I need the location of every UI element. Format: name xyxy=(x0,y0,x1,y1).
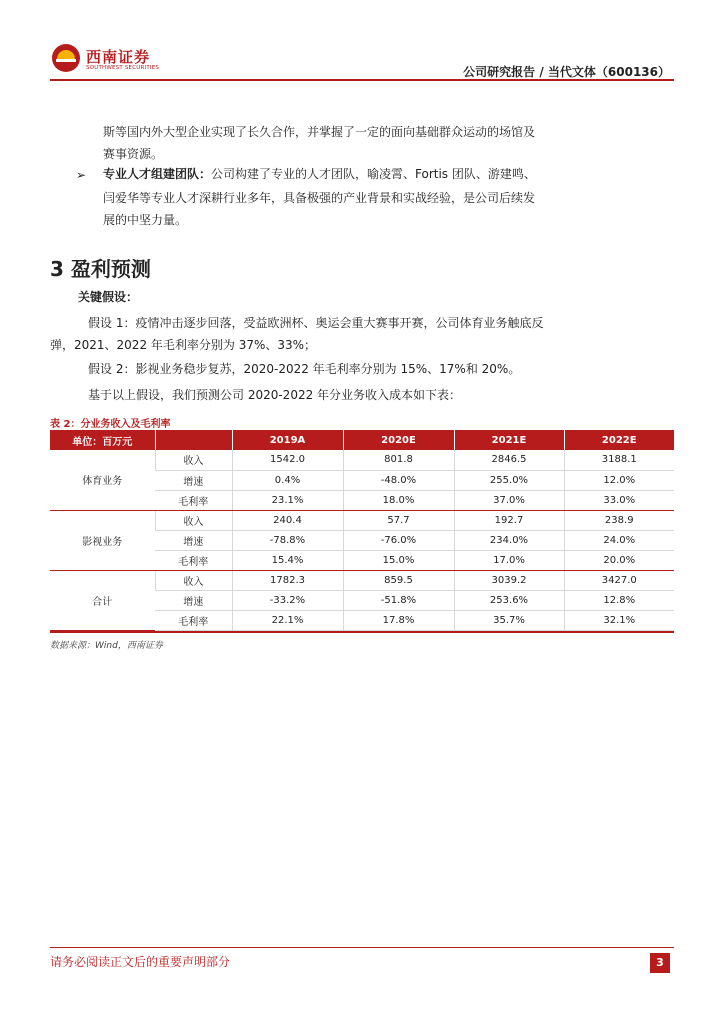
table-header-cell: 2020E xyxy=(343,430,454,450)
metric-label: 收入 xyxy=(155,450,232,470)
metric-label: 毛利率 xyxy=(155,550,232,570)
metric-label: 增速 xyxy=(155,530,232,550)
assumption-1-line-2: 弹，2021、2022 年毛利率分别为 37%、33%； xyxy=(50,338,317,352)
header-divider xyxy=(50,79,674,81)
table-cell: -33.2% xyxy=(232,590,343,610)
table-row xyxy=(50,450,674,470)
bullet-heading: 专业人才组建团队： xyxy=(103,167,212,181)
company-logo xyxy=(52,44,202,76)
table-cell: 18.0% xyxy=(343,490,454,510)
table-cell: 3039.2 xyxy=(454,570,564,590)
basis-text: 基于以上假设，我们预测公司 2020-2022 年分业务收入成本如下表： xyxy=(88,388,462,402)
bullet-arrow-icon: ➢ xyxy=(76,168,87,182)
table-cell: 12.0% xyxy=(564,470,674,490)
metric-label: 毛利率 xyxy=(155,610,232,630)
table-bottom-rule xyxy=(50,631,674,633)
table-source: 数据来源：Wind，西南证券 xyxy=(50,641,163,651)
table-cell: 1542.0 xyxy=(232,450,343,470)
table-cell: 0.4% xyxy=(232,470,343,490)
group-label: 体育业务 xyxy=(50,450,155,510)
intro-line-1: 斯等国内外大型企业实现了长久合作，并掌握了一定的面向基础群众运动的场馆及 xyxy=(103,125,536,139)
table-cell: 2846.5 xyxy=(454,450,564,470)
table-caption: 表 2：分业务收入及毛利率 xyxy=(50,419,171,430)
table-cell: 23.1% xyxy=(232,490,343,510)
page-header xyxy=(50,40,674,80)
table-header-cell xyxy=(155,430,232,450)
table-cell: 859.5 xyxy=(343,570,454,590)
revenue-table xyxy=(50,430,674,631)
bullet-text: 公司构建了专业的人才团队，喻凌霄、Fortis 团队、游建鸣、 xyxy=(211,167,536,181)
metric-label: 增速 xyxy=(155,590,232,610)
sun-logo-icon xyxy=(52,44,80,72)
metric-label: 收入 xyxy=(155,510,232,530)
table-cell: 37.0% xyxy=(454,490,564,510)
assumption-2: 假设 2：影视业务稳步复苏，2020-2022 年毛利率分别为 15%、17%和 20%。 xyxy=(88,362,521,376)
table-cell: -51.8% xyxy=(343,590,454,610)
table-cell: 238.9 xyxy=(564,510,674,530)
section-subtitle: 关键假设： xyxy=(78,290,139,304)
logo-text: 西南证券 xyxy=(86,48,151,66)
table-cell: 253.6% xyxy=(454,590,564,610)
table-cell: 12.8% xyxy=(564,590,674,610)
table-cell: 35.7% xyxy=(454,610,564,630)
table-cell: -78.8% xyxy=(232,530,343,550)
table-cell: 192.7 xyxy=(454,510,564,530)
metric-label: 收入 xyxy=(155,570,232,590)
metric-label: 毛利率 xyxy=(155,490,232,510)
table-cell: 234.0% xyxy=(454,530,564,550)
table-cell: 33.0% xyxy=(564,490,674,510)
table-row xyxy=(50,570,674,590)
assumption-1-line-1: 假设 1：疫情冲击逐步回落，受益欧洲杯、奥运会重大赛事开赛，公司体育业务触底反 xyxy=(88,316,544,330)
table-header-cell: 2022E xyxy=(564,430,674,450)
section-title: 3 盈利预测 xyxy=(50,257,151,281)
report-title: 公司研究报告 / 当代文体（600136） xyxy=(463,65,670,79)
table-cell: 17.0% xyxy=(454,550,564,570)
bullet-line-2: 闫爱华等专业人才深耕行业多年，具备极强的产业背景和实战经验，是公司后续发 xyxy=(103,191,536,205)
page-number: 3 xyxy=(650,953,670,973)
table-header-cell: 2019A xyxy=(232,430,343,450)
table-cell: 32.1% xyxy=(564,610,674,630)
bullet-line-3: 展的中坚力量。 xyxy=(103,213,188,227)
logo-subtext: SOUTHWEST SECURITIES xyxy=(86,65,160,71)
footer-disclaimer: 请务必阅读正文后的重要声明部分 xyxy=(50,955,231,969)
table-cell: 22.1% xyxy=(232,610,343,630)
table-cell: 20.0% xyxy=(564,550,674,570)
table-cell: 24.0% xyxy=(564,530,674,550)
footer-divider xyxy=(50,947,674,948)
table-cell: 15.4% xyxy=(232,550,343,570)
table-cell: 17.8% xyxy=(343,610,454,630)
metric-label: 增速 xyxy=(155,470,232,490)
table-cell: -76.0% xyxy=(343,530,454,550)
intro-line-2: 赛事资源。 xyxy=(103,147,164,161)
group-label: 合计 xyxy=(50,570,155,630)
table-cell: 3427.0 xyxy=(564,570,674,590)
table-cell: -48.0% xyxy=(343,470,454,490)
table-cell: 15.0% xyxy=(343,550,454,570)
table-cell: 1782.3 xyxy=(232,570,343,590)
table-header-row xyxy=(50,430,674,450)
table-header-cell: 2021E xyxy=(454,430,564,450)
bullet-line-1 xyxy=(103,162,536,186)
table-cell: 255.0% xyxy=(454,470,564,490)
table-row xyxy=(50,510,674,530)
table-header-cell: 单位：百万元 xyxy=(50,430,155,450)
table-cell: 57.7 xyxy=(343,510,454,530)
table-cell: 3188.1 xyxy=(564,450,674,470)
table-cell: 801.8 xyxy=(343,450,454,470)
table-cell: 240.4 xyxy=(232,510,343,530)
group-label: 影视业务 xyxy=(50,510,155,570)
